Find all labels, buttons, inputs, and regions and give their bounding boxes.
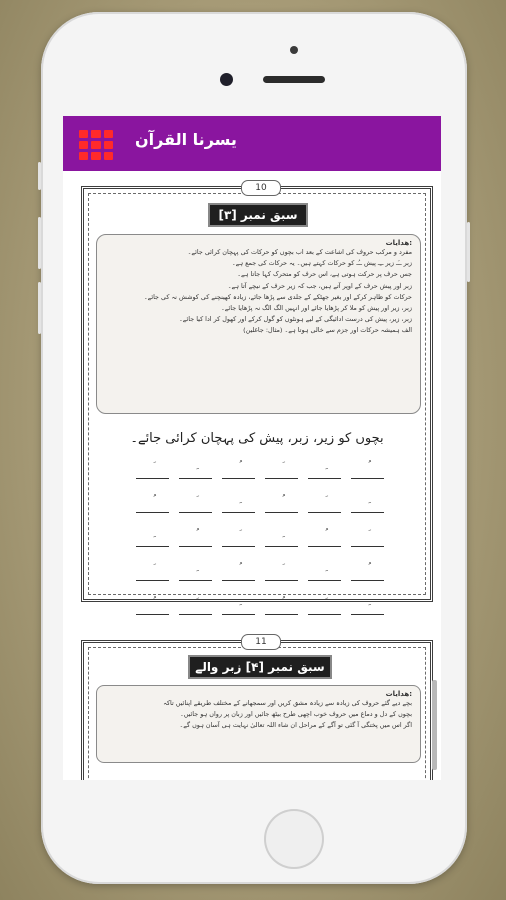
note-line: زبر، زیر اور پیش کو ملا کر پڑھایا جائے اور انہیں الگ الگ نہ پڑھایا جائے۔ [221,304,412,313]
haraka-mark [265,495,298,505]
haraka-mark [136,495,169,505]
writing-line [308,546,341,547]
haraka-mark [308,461,341,471]
writing-line [136,580,169,581]
writing-line [265,614,298,615]
exercise-cell [308,597,341,617]
exercise-cell [308,495,341,515]
instructions-box [96,685,421,763]
haraka-mark [265,529,298,539]
haraka-mark [222,529,255,539]
note-line: الف ہمیشہ حرکات اور جزم سے خالی ہوتا ہے۔ (مثال: جاغلین) [243,326,412,335]
exercise-cell [265,529,298,549]
writing-line [136,512,169,513]
exercise-cell [222,461,255,481]
exercise-cell [179,461,212,481]
writing-line [222,512,255,513]
writing-line [136,614,169,615]
note-line: جس حرف پر حرکت ہوتی ہے، اس حرف کو متحرک کہا جاتا ہے۔ [237,270,412,279]
book-page-11 [81,637,433,780]
writing-line [308,614,341,615]
lesson-title: سبق نمبر [۳] [208,203,308,227]
writing-line [179,478,212,479]
exercise-cell [179,529,212,549]
exercise-cell [308,529,341,549]
exercise-cell [136,495,169,515]
note-line: اگر اس میں پختگی آ گئی تو آگے کے مراحل ان شاء اللہ تعالیٰ نہایت ہی آسان ہوں گے۔ [179,721,412,730]
note-line: حرکات کو ظاہر کرکے اور بغیر جھٹکے کے جلدی سے پڑھا جائے، زیادہ کھینچنے کی کوشش نہ کی جائے۔ [143,292,412,301]
exercise-heading: بچوں کو زیر، زبر، پیش کی پہچان کرائی جائے۔ [130,431,384,446]
haraka-mark [265,597,298,607]
exercise-cell [351,597,384,617]
note-line: زبر اور پیش حرف کے اوپر آتے ہیں، جب کہ زیر حرف کے نیچے آتا ہے۔ [227,281,412,290]
haraka-mark [136,529,169,539]
haraka-mark [179,597,212,607]
exercise-cell [265,597,298,617]
haraka-mark [308,529,341,539]
writing-line [308,478,341,479]
app-screen [63,116,441,780]
haraka-mark [222,597,255,607]
haraka-mark [136,563,169,573]
haraka-mark [308,597,341,607]
haraka-mark [308,563,341,573]
haraka-mark [222,495,255,505]
haraka-mark [222,461,255,471]
grid-menu-icon[interactable] [79,130,113,160]
writing-line [136,478,169,479]
exercise-cell [265,461,298,481]
writing-line [222,614,255,615]
haraka-mark [179,495,212,505]
page-number: 11 [241,634,281,650]
exercise-cell [351,563,384,583]
note-line: زبر ــَـ زیر ــِـ پیش ــُـ کو حرکات کہتے ہیں۔ یہ حرکات کی جمع ہے۔ [231,259,412,268]
exercise-cell [222,495,255,515]
haraka-mark [179,461,212,471]
exercise-cell [265,563,298,583]
writing-line [222,546,255,547]
haraka-mark [351,529,384,539]
haraka-mark [179,529,212,539]
haraka-mark [351,597,384,607]
writing-line [351,512,384,513]
haraka-mark [351,495,384,505]
haraka-mark [265,461,298,471]
writing-line [179,614,212,615]
note-line: بچوں کے دل و دماغ میں حروف خوب اچھی طرح بیٹھ جائیں اور زبان پر رواں ہو جائیں۔ [179,710,412,719]
exercise-cell [351,529,384,549]
exercise-cell [136,461,169,481]
writing-line [351,478,384,479]
haraka-mark [351,563,384,573]
writing-line [179,546,212,547]
writing-line [179,580,212,581]
exercise-cell [308,461,341,481]
app-bar [63,116,441,171]
note-line: زبر، زیر، پیش کی درست ادائیگی کے لیے ہونٹوں کو گول کرکے اور کھول کر ادا کیا جائے۔ [179,315,412,324]
exercise-cell [222,597,255,617]
volume-up-button [38,217,41,269]
home-button[interactable] [264,809,324,869]
haraka-mark [136,461,169,471]
exercise-cell [179,597,212,617]
exercise-cell [222,529,255,549]
scrollbar[interactable] [432,680,437,770]
exercise-cell [136,529,169,549]
book-page-10 [81,183,433,602]
exercise-cell [222,563,255,583]
exercise-cell [351,495,384,515]
writing-line [308,512,341,513]
note-line: مفرد و مرکب حروف کی اشاعت کے بعد اب بچوں کو حرکات کی پہچان کرائی جائے۔ [187,248,412,256]
exercise-cell [179,495,212,515]
exercise-cell [136,597,169,617]
writing-line [351,614,384,615]
writing-line [265,580,298,581]
instructions-header: ھدایات: [385,690,412,698]
power-button [467,222,470,282]
writing-line [265,546,298,547]
instructions-header: ھدایات: [385,239,412,247]
instructions-box [96,234,421,414]
exercise-cell [179,563,212,583]
note-line: بچے دیے گئے حروف کی زیادہ سے زیادہ مشق کریں اور سمجھانے کے مختلف طریقے اپنائیں تاکہ [163,699,412,707]
lesson-title: سبق نمبر [۴] زبر والے [188,655,332,679]
writing-line [351,546,384,547]
page-number: 10 [241,180,281,196]
haraka-mark [179,563,212,573]
earpiece-speaker [263,76,325,83]
exercise-cell [136,563,169,583]
writing-line [265,512,298,513]
proximity-sensor [290,46,298,54]
mute-switch [38,162,41,190]
app-title: یسرنا القرآن [135,130,237,149]
exercise-cell [265,495,298,515]
exercise-cell [351,461,384,481]
haraka-mark [136,597,169,607]
harakat-exercise-grid [136,461,384,617]
haraka-mark [308,495,341,505]
writing-line [222,580,255,581]
volume-down-button [38,282,41,334]
writing-line [351,580,384,581]
writing-line [179,512,212,513]
writing-line [308,580,341,581]
writing-line [222,478,255,479]
haraka-mark [222,563,255,573]
front-camera-icon [220,73,233,86]
haraka-mark [265,563,298,573]
writing-line [265,478,298,479]
haraka-mark [351,461,384,471]
exercise-cell [308,563,341,583]
writing-line [136,546,169,547]
